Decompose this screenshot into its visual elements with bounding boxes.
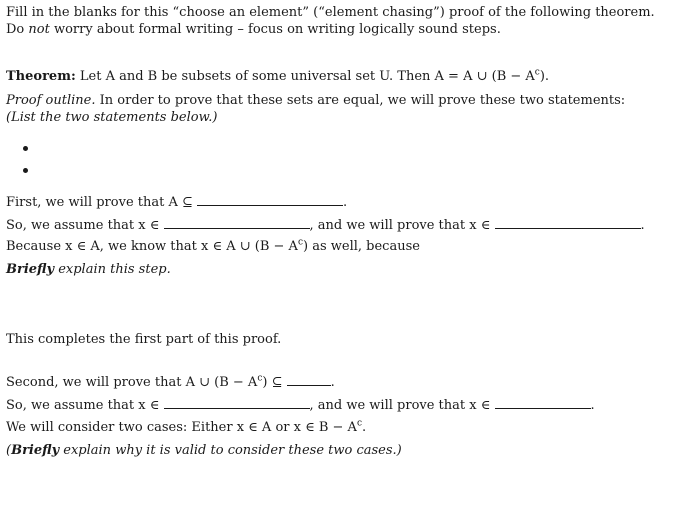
second-prove-subset: ) ⊆	[262, 375, 283, 390]
theorem-text: Let A and B be subsets of some universal set U. Then A = A ∪ (B − A	[75, 69, 535, 84]
bullet-point-1	[23, 146, 28, 151]
complement-superscript: c	[356, 418, 362, 429]
blank-assume-1[interactable]	[164, 216, 310, 229]
instruction-text: Fill in the blanks for this “choose an element” (“element chasing”) proof of the following theorem.	[6, 5, 655, 20]
cases-text-end: .	[361, 420, 367, 435]
briefly-explain-cases	[6, 442, 402, 459]
first-prove-end: .	[343, 195, 348, 210]
blank-prove-1[interactable]	[495, 216, 641, 229]
instruction-text: worry about formal writing – focus on writing logically sound steps.	[49, 22, 501, 37]
list-prompt-text: (List the two statements below.)	[6, 110, 218, 125]
instruction-line-2	[6, 21, 501, 38]
blank-second-subset[interactable]	[287, 373, 331, 386]
second-prove-line	[6, 373, 335, 391]
because-text: Because x ∈ A, we know that x ∈ A ∪ (B − A	[6, 239, 298, 254]
briefly-explain-step	[6, 261, 171, 278]
emphasis-not: not	[28, 22, 50, 37]
outline-text: In order to prove that these sets are equal, we will prove these two statements:	[95, 93, 626, 108]
completes-text: This completes the first part of this proof.	[6, 332, 282, 347]
complement-superscript: c	[257, 373, 263, 384]
complement-superscript: c	[534, 67, 540, 78]
theorem-statement	[6, 68, 549, 85]
briefly-label: Briefly	[11, 443, 60, 458]
instruction-line-1	[6, 4, 655, 21]
outline-label: Proof outline.	[6, 93, 96, 108]
proof-outline	[6, 92, 625, 109]
instruction-text: Do	[6, 22, 29, 37]
because-line	[6, 238, 420, 255]
blank-first-subset[interactable]	[197, 193, 343, 206]
assume-line-2	[6, 396, 595, 414]
second-prove-text: Second, we will prove that A ∪ (B − A	[6, 375, 258, 390]
cases-line	[6, 419, 366, 436]
assume-text: So, we assume that x ∈	[6, 218, 160, 233]
explain-text: explain this step.	[54, 262, 171, 277]
and-prove-end: .	[640, 218, 645, 233]
second-prove-end: .	[330, 375, 335, 390]
because-text-end: ) as well, because	[303, 239, 420, 254]
explain-text: explain why it is valid to consider these two cases.)	[59, 443, 402, 458]
assume-text: So, we assume that x ∈	[6, 398, 160, 413]
first-prove-line	[6, 193, 347, 211]
and-prove-text: , and we will prove that x ∈	[309, 398, 491, 413]
first-part-complete	[6, 331, 281, 348]
list-prompt	[6, 109, 217, 126]
and-prove-text: , and we will prove that x ∈	[309, 218, 491, 233]
theorem-label: Theorem:	[6, 69, 76, 84]
bullet-point-2	[23, 168, 28, 173]
and-prove-end: .	[590, 398, 595, 413]
open-paren: (	[6, 443, 12, 458]
blank-prove-2[interactable]	[495, 396, 591, 409]
cases-text: We will consider two cases: Either x ∈ A or x ∈ B − A	[6, 420, 357, 435]
complement-superscript: c	[297, 237, 303, 248]
theorem-text-end: ).	[539, 69, 550, 84]
first-prove-text: First, we will prove that A ⊆	[6, 195, 193, 210]
blank-assume-2[interactable]	[164, 396, 310, 409]
briefly-label: Briefly	[6, 262, 55, 277]
assume-line-1	[6, 216, 645, 234]
